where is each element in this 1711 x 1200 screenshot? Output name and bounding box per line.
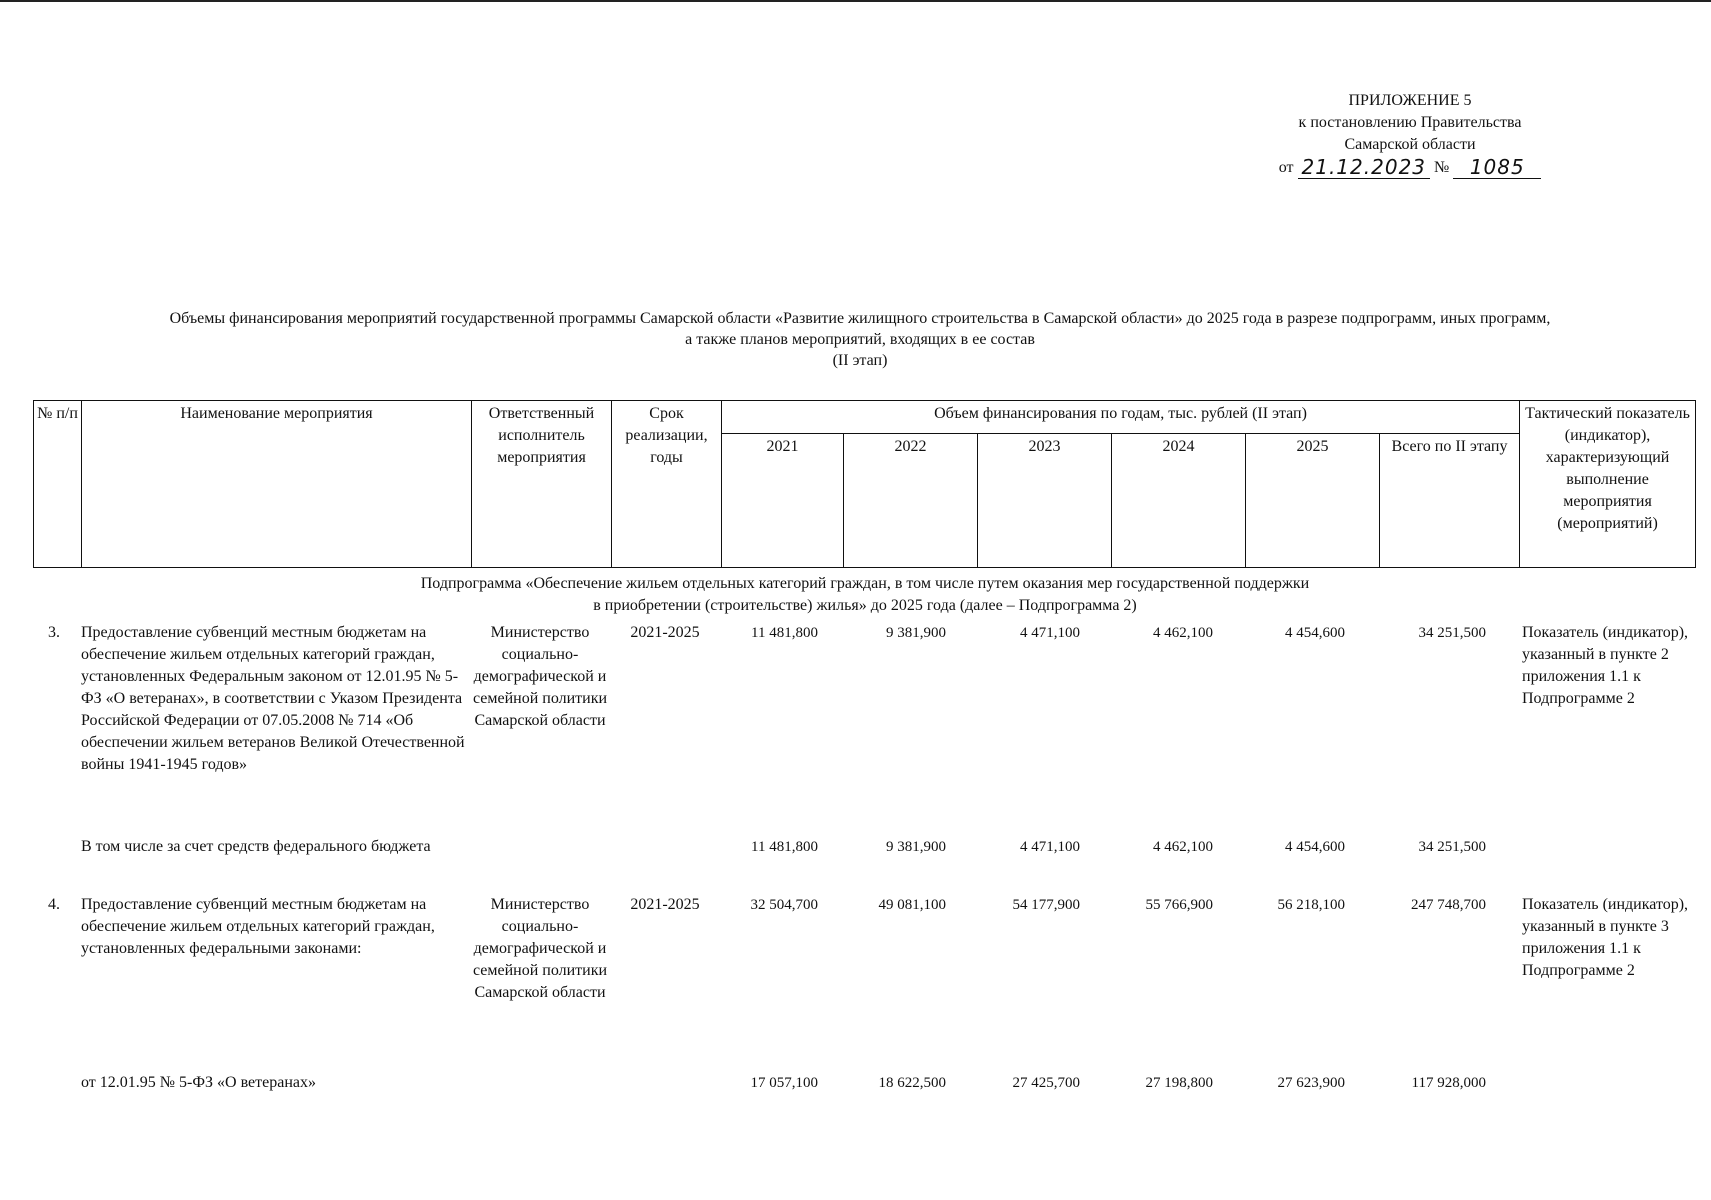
title-line-1: Объемы финансирования мероприятий государственной программы Самарской области «Развитие жилищного строительства в Самарской области» до 2025 года в разрезе подпрограмм, иных программ, bbox=[169, 310, 1551, 327]
header-year: 2021 bbox=[722, 434, 844, 568]
top-border-line bbox=[0, 0, 1711, 2]
value-2024: 4 462,100 bbox=[1153, 839, 1213, 855]
header-name: Наименование мероприятия bbox=[82, 401, 472, 568]
value-2025: 27 623,900 bbox=[1277, 1075, 1345, 1091]
value-2025: 4 454,600 bbox=[1285, 625, 1345, 641]
row-name: Предоставление субвенций местным бюджетам на обеспечение жильем отдельных категорий граждан, установленных Федеральным законом от 12.01.95 № 5-ФЗ «О ветеранах», в соответствии с Указом Президента Российской Федерации от 07.05.2008 № 714 «Об обеспечении жильем ветеранов Великой Отечественной войны 1941-1945 годов» bbox=[81, 624, 465, 773]
value-2024: 4 462,100 bbox=[1153, 625, 1213, 641]
value-2024: 55 766,900 bbox=[1145, 897, 1213, 913]
title-line-3: (II этап) bbox=[832, 352, 888, 369]
header-term: Срок реализации, годы bbox=[612, 401, 722, 568]
value-2021: 17 057,100 bbox=[750, 1075, 818, 1091]
header-executor: Ответственный исполнитель мероприятия bbox=[472, 401, 612, 568]
row-name: от 12.01.95 № 5-ФЗ «О ветеранах» bbox=[81, 1074, 317, 1091]
header-total: Всего по II этапу bbox=[1380, 434, 1520, 568]
value-2023: 27 425,700 bbox=[1012, 1075, 1080, 1091]
appendix-title: ПРИЛОЖЕНИЕ 5 bbox=[1348, 92, 1472, 109]
appendix-date-line bbox=[1240, 156, 1580, 179]
value-2023: 54 177,900 bbox=[1012, 897, 1080, 913]
document-title bbox=[40, 308, 1680, 371]
value-2022: 9 381,900 bbox=[886, 839, 946, 855]
subprogram-line-1: Подпрограмма «Обеспечение жильем отдельных категорий граждан, в том числе путем оказания мер государственной поддержки bbox=[420, 575, 1310, 592]
value-2023: 4 471,100 bbox=[1020, 839, 1080, 855]
subprogram-line-2: в приобретении (строительстве) жилья» до 2025 года (далее – Подпрограмма 2) bbox=[593, 597, 1137, 614]
value-total: 34 251,500 bbox=[1418, 839, 1486, 855]
value-2021: 11 481,800 bbox=[751, 625, 818, 641]
appendix-region: Самарской области bbox=[1344, 136, 1476, 153]
row-indicator: Показатель (индикатор), указанный в пункте 2 приложения 1.1 к Подпрограмме 2 bbox=[1522, 624, 1689, 707]
header-year: 2023 bbox=[978, 434, 1112, 568]
value-2025: 56 218,100 bbox=[1277, 897, 1345, 913]
funding-table-header bbox=[33, 400, 1696, 568]
value-total: 117 928,000 bbox=[1411, 1075, 1486, 1091]
row-indicator: Показатель (индикатор), указанный в пункте 3 приложения 1.1 к Подпрограмме 2 bbox=[1522, 896, 1689, 979]
value-2022: 9 381,900 bbox=[886, 625, 946, 641]
value-total: 34 251,500 bbox=[1418, 625, 1486, 641]
value-2023: 4 471,100 bbox=[1020, 625, 1080, 641]
number-label: № bbox=[1434, 159, 1450, 176]
row-number: 3. bbox=[48, 624, 60, 641]
resolution-number: 1085 bbox=[1453, 156, 1541, 179]
value-2021: 32 504,700 bbox=[750, 897, 818, 913]
subprogram-heading bbox=[340, 573, 1390, 617]
header-year: 2022 bbox=[844, 434, 978, 568]
value-2022: 18 622,500 bbox=[878, 1075, 946, 1091]
header-funding: Объем финансирования по годам, тыс. рублей (II этап) bbox=[722, 401, 1520, 434]
value-2022: 49 081,100 bbox=[878, 897, 946, 913]
header-indicator: Тактический показатель (индикатор), характеризующий выполнение мероприятия (мероприятий) bbox=[1520, 401, 1696, 568]
resolution-date: 21.12.2023 bbox=[1298, 156, 1431, 179]
value-2024: 27 198,800 bbox=[1145, 1075, 1213, 1091]
row-term: 2021-2025 bbox=[630, 896, 700, 913]
row-term: 2021-2025 bbox=[630, 624, 700, 641]
appendix-block bbox=[1240, 90, 1580, 179]
row-executor: Министерство социально-демографической и семейной политики Самарской области bbox=[472, 624, 608, 729]
value-2021: 11 481,800 bbox=[751, 839, 818, 855]
appendix-resolution: к постановлению Правительства bbox=[1298, 114, 1522, 131]
row-name: Предоставление субвенций местным бюджетам на обеспечение жильем отдельных категорий граждан, установленных федеральными законами: bbox=[81, 896, 435, 957]
row-executor: Министерство социально-демографической и семейной политики Самарской области bbox=[472, 896, 608, 1001]
header-year: 2025 bbox=[1246, 434, 1380, 568]
title-line-2: а также планов мероприятий, входящих в ее состав bbox=[685, 331, 1035, 348]
from-label: от bbox=[1278, 159, 1294, 176]
value-2025: 4 454,600 bbox=[1285, 839, 1345, 855]
row-number: 4. bbox=[48, 896, 60, 913]
value-total: 247 748,700 bbox=[1411, 897, 1486, 913]
header-year: 2024 bbox=[1112, 434, 1246, 568]
row-name: В том числе за счет средств федерального бюджета bbox=[81, 838, 431, 855]
header-num: № п/п bbox=[34, 401, 82, 568]
